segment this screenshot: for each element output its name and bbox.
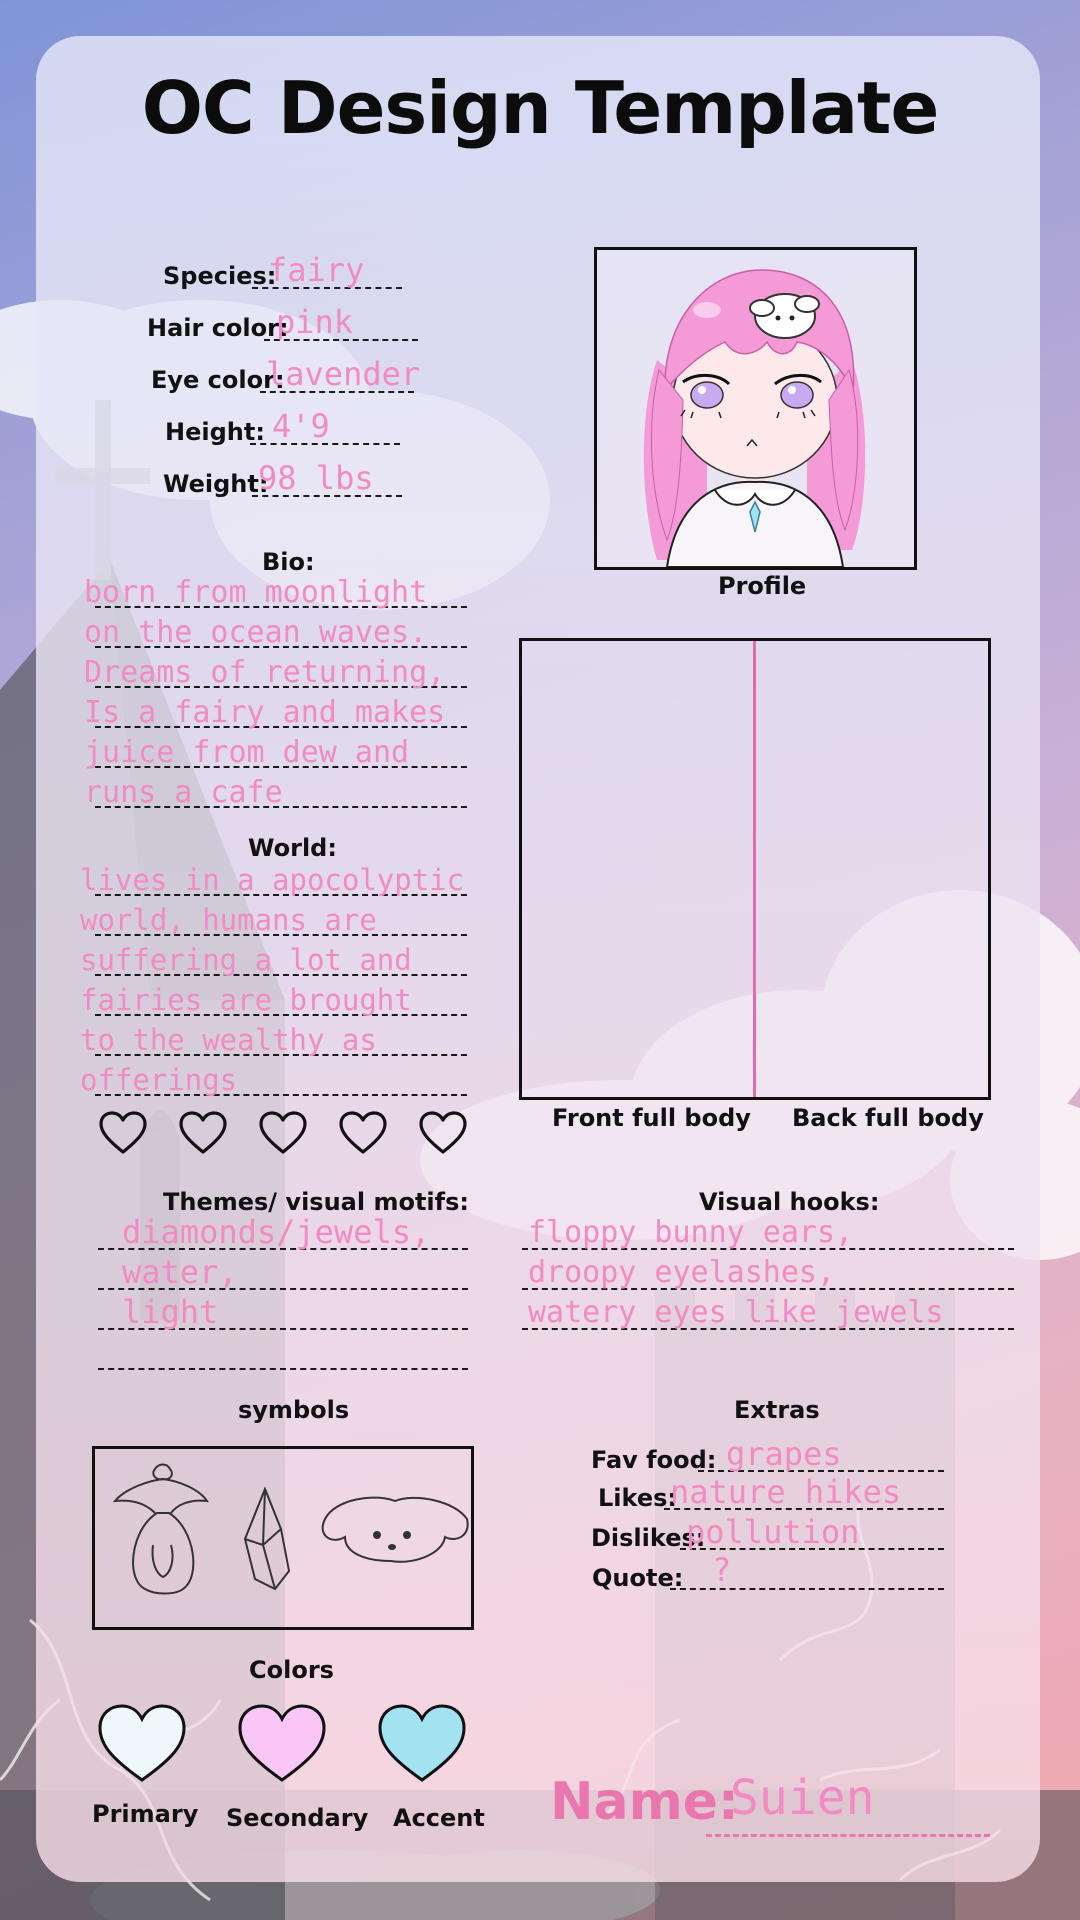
themes-text-line: water,: [122, 1253, 238, 1291]
likes-value[interactable]: nature hikes: [670, 1473, 902, 1511]
symbols-drawings: [95, 1449, 471, 1627]
likes-label: Likes:: [598, 1484, 677, 1512]
full-body-box: [519, 638, 991, 1100]
world-text-line: offerings: [80, 1063, 238, 1097]
heart-swatch-accent[interactable]: [376, 1702, 468, 1786]
themes-label: Themes/ visual motifs:: [163, 1188, 469, 1216]
name-value[interactable]: Suien: [730, 1770, 875, 1826]
bio-text-line: Is a fairy and makes: [84, 695, 446, 730]
themes-text-line: light: [122, 1293, 219, 1331]
front-body-label: Front full body: [552, 1104, 751, 1132]
extras-label: Extras: [734, 1396, 820, 1424]
height-value[interactable]: 4'9: [272, 407, 330, 445]
visual-hooks-label: Visual hooks:: [699, 1188, 880, 1216]
hair-color-value[interactable]: pink: [276, 303, 354, 341]
name-label: Name:: [550, 1772, 739, 1832]
eye-color-label: Eye color:: [151, 366, 285, 394]
heart-outline-icon[interactable]: [338, 1110, 388, 1156]
world-text-line: lives in a apocolyptic: [80, 863, 465, 897]
world-text-line: suffering a lot and: [80, 943, 412, 977]
world-text-line: fairies are brought: [80, 983, 412, 1017]
fav-food-value[interactable]: grapes: [726, 1435, 842, 1473]
world-text-line: to the wealthy as: [80, 1023, 377, 1057]
colors-label: Colors: [249, 1656, 334, 1684]
page-title: OC Design Template: [141, 66, 939, 150]
profile-label: Profile: [718, 572, 807, 600]
themes-text-line: diamonds/jewels,: [122, 1213, 431, 1251]
crystal-icon: [245, 1489, 289, 1589]
character-portrait: [597, 250, 914, 567]
bio-text-line: Dreams of returning,: [84, 655, 446, 690]
species-value[interactable]: fairy: [268, 251, 365, 289]
secondary-color-label: Secondary: [226, 1804, 369, 1832]
bio-label: Bio:: [262, 548, 315, 576]
profile-image-box[interactable]: [594, 247, 917, 570]
visual-hooks-text-line: watery eyes like jewels: [528, 1295, 944, 1330]
bio-text-line: on the ocean waves.: [84, 615, 428, 650]
fav-food-label: Fav food:: [591, 1446, 717, 1474]
weight-value[interactable]: 98 lbs: [258, 459, 374, 497]
front-body-area[interactable]: [522, 641, 753, 1097]
quote-value[interactable]: ?: [712, 1551, 732, 1589]
accent-color-label: Accent: [393, 1804, 485, 1832]
bio-text-line: born from moonlight: [84, 575, 428, 610]
heart-swatch-primary[interactable]: [96, 1702, 188, 1786]
weight-label: Weight:: [163, 470, 269, 498]
visual-hooks-text-line: droopy eyelashes,: [528, 1255, 836, 1290]
primary-color-label: Primary: [92, 1800, 199, 1828]
height-label: Height:: [165, 418, 265, 446]
dislikes-value[interactable]: pollution: [686, 1513, 860, 1551]
bio-text-line: runs a cafe: [84, 775, 283, 810]
visual-hooks-text-line: floppy bunny ears,: [528, 1215, 854, 1250]
world-text-line: world, humans are: [80, 903, 377, 937]
world-label: World:: [248, 834, 337, 862]
back-body-area[interactable]: [756, 641, 988, 1097]
name-line: [706, 1834, 990, 1837]
hair-color-label: Hair color:: [147, 314, 289, 342]
dislikes-label: Dislikes:: [591, 1524, 706, 1552]
heart-outline-icon[interactable]: [258, 1110, 308, 1156]
eye-color-value[interactable]: lavender: [266, 355, 421, 393]
heart-outline-icon[interactable]: [178, 1110, 228, 1156]
heart-swatch-secondary[interactable]: [236, 1702, 328, 1786]
amulet-icon: [115, 1465, 207, 1594]
symbols-box[interactable]: [92, 1446, 474, 1630]
themes-line: [98, 1368, 468, 1370]
bunny-icon: [323, 1498, 468, 1562]
heart-outline-icon[interactable]: [418, 1110, 468, 1156]
species-label: Species:: [163, 262, 277, 290]
back-body-label: Back full body: [792, 1104, 984, 1132]
symbols-label: symbols: [238, 1396, 350, 1424]
heart-outline-icon[interactable]: [98, 1110, 148, 1156]
bio-text-line: juice from dew and: [84, 735, 410, 770]
quote-label: Quote:: [592, 1564, 684, 1592]
